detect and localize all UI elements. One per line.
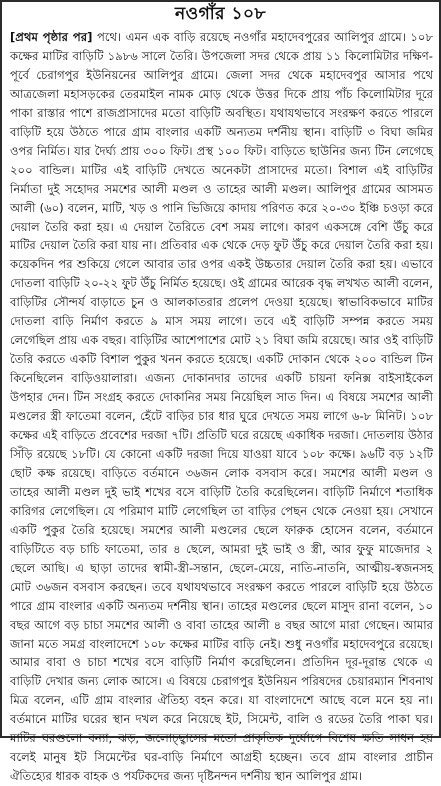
- article-body-text: পথে। এমন এক বাড়ি রয়েছে নওগাঁর মহাদেবপুরের আলিপুর গ্রামে। ১০৮ কক্ষের মাটির বাড়িটি ১৯৮৬ সালে তৈরি। উপজেলা সদর থেকে প্রায় ১১ কিলোমিটার দক্ষিণ-পূর্বে চেরাগপুর ইউনিয়নের আলিপুর গ্রামে। জেলা সদর থেকে মহাদেবপুর আসার পথে আত্রজেলা মহাসড়কের তেরমাইল নামক মোড় থেকে উত্তর দিকে প্রায় পাঁচ কিলোমিটার দূরে পাকা রাস্তার পাশে রাজপ্রাসাদের মতো বাড়িটি অবস্থিত। যথাযথভাবে সংরক্ষণ করতে পারলে বাড়িটি হয়ে উঠতে পারে গ্রাম বাংলার একটি অন্যতম দর্শনীয় স্থান। বাড়িটি ৩ বিঘা জমির ওপর নির্মিত। যার দৈর্ঘ্য প্রায় ৩০০ ফিট। প্রস্থ ১০০ ফিট। বাড়িতে ছাউনির জন্য টিন লেগেছে ২০০ বান্ডিল। মাটির এই বাড়িটি দেখতে অনেকটা প্রাসাদের মতো। বিশাল এই বাড়িটির নির্মাতা দুই সহোদর সমশের আলী মণ্ডল ও তাহের আলী মণ্ডল। আলিপুর গ্রামের আসমত আলী (৬০) বলেন, মাটি, খড় ও পানি ভিজিয়ে কাদায় পরিণত করে ২০-৩০ ইঞ্চি চওড়া করে দেয়াল তৈরি করা হয়। এ দেয়াল তৈরিতে বেশ সময় লাগে। কারণ একসঙ্গে বেশি উঁচু করে মাটির দেয়াল তৈরি করা যায় না। প্রতিবার এক থেকে দেড় ফুট উঁচু করে দেয়াল তৈরি করা হয়। কয়েকদিন পর শুকিয়ে গেলে আবার তার ওপর একই উচ্চতার দেয়াল তৈরি করা হয়। এভাবে দোতলা বাড়িটি ২০-২২ ফুট উঁচু নির্মিত হয়েছে। ওই গ্রামের আরেক বৃদ্ধ লখখত আলী বলেন, বাড়িটির সৌন্দর্য বাড়াতে চুন ও আলকাতরার প্রলেপ দেওয়া হয়েছে। স্বাভাবিকভাবে মাটির দোতলা বাড়ি নির্মাণ করতে ৯ মাস সময় লাগে। তবে এই বাড়িটি সম্পন্ন করতে সময় লেগেছিল প্রায় এক বছর। বাড়িটির আশেপাশের মোট ২১ বিঘা জমি রয়েছে। আর ওই বাড়িটি তৈরি করতে একটি বিশাল পুকুর খনন করতে হয়েছে। একটি দোকান থেকে ২০০ বান্ডিল টিন কিনেছিলেন বাড়িওয়ালারা। এজন্য দোকানদার তাদের একটি চায়না ফনিক্স বাইসাইকেল উপহার দেন। টিন সংগ্রহ করতে দোকানির সময় নিয়েছিল সাত দিন। এ বিষয়ে সমশের আলী মণ্ডলের স্ত্রী ফাতেমা বলেন, হেঁটে বাড়ির চার ধার ঘুরে দেখতে সময় লাগে ৬-৮ মিনিট। ১০৮ কক্ষের এই বাড়িতে প্রবেশের দরজা ৭টি। প্রতিটি ঘরে রয়েছে একাধিক দরজা। দোতলায় উঠার সিঁড়ি রয়েছে ১৮টি। যে কোনো একটি দরজা দিয়ে যাওয়া যাবে ১০৮ কক্ষে। ৯৬টি বড় ১২টি ছোট কক্ষ রয়েছে। বাড়িতে বর্তমানে ৩৬জন লোক বসবাস করে। সমশের আলী মণ্ডল ও তাহের আলী মণ্ডল দুই ভাই শখের বসে বাড়িটি তৈরি করেছিলেন। বাড়িটি নির্মাণে শতাধিক কারিগর লেগেছিল। যে পরিমাণ মাটি লেগেছিল তা বাড়ির পেছন থেকে নেওয়া হয়। সেখানে একটি পুকুর তৈরি হয়েছে। সমশের আলী মণ্ডলের ছেলে ফারুক হোসেন বলেন, বর্তমানে বাড়িটিতে বড় চাচি ফাতেমা, তার ৪ ছেলে, আমরা দুই ভাই ও স্ত্রী, আর ফুফু মাজেদার ২ ছেলে আছি। এ ছাড়া তাদের স্বামী-স্ত্রী-সন্তান, ছেলে-মেয়ে, নাতি-নাতনি, আত্মীয়-স্বজনসহ মোট ৩৬জন বসবাস করছেন। তবে যথাযথভাবে সংরক্ষণ করতে পারলে বাড়িটি হয়ে উঠতে পারে গ্রাম বাংলার একটি অন্যতম দর্শনীয় স্থান। তাহের মণ্ডলের ছেলে মাসুদ রানা বলেন, ১০ বছর আগে বড় চাচা সমশের আলী ও বাবা তাহের আলী ৪ বছর আগে মারা গেছেন। আমার জানা মতে সমগ্র বাংলাদেশে ১০৮ কক্ষের মাটির বাড়ি নেই। শুধু নওগাঁর মহাদেবপুরে রয়েছে। আমার বাবা ও চাচা শখের বসে বাড়িটি নির্মাণ করেছিলেন। প্রতিদিন দূর-দূরান্ত থেকে এ বাড়িটি দেখার জন্য লোক আসে। এ বিষয়ে চেরাগপুর ইউনিয়ন পরিষদের চেয়ারম্যান শিবনাথ মিত্র বলেন, এটি গ্রাম বাংলার ঐতিহ্য বহন করে। যা বাংলাদেশে আছে বলে মনে হয় না। বর্তমানে মাটির ঘরের স্থান দখল করে নিয়েছে ইট, সিমেন্ট, বালি ও রডের তৈরি পাকা ঘর। মাটির ঘরগুলো বন্যা, ঝড়, জলোচ্ছ্বাসের মতো প্রাকৃতিক দুর্যোগে বিশেষ ক্ষতি সাধন হয় বলেই মানুষ ইট সিমেন্টের ঘর-বাড়ি নির্মাণে আগ্রহী হচ্ছেন। তবে গ্রাম বাংলার প্রাচীন ঐতিহ্যের ধারক বাহক ও পর্যটকদের জন্য দৃষ্টিনন্দন দর্শনীয় স্থান আলিপুর গ্রাম।: [10, 30, 433, 784]
- article-headline: নওগাঁর ১০৮: [174, 4, 267, 24]
- continued-from-front-page-tag: [প্রথম পৃষ্ঠার পর]: [10, 30, 93, 44]
- article-body: [2, 28, 439, 786]
